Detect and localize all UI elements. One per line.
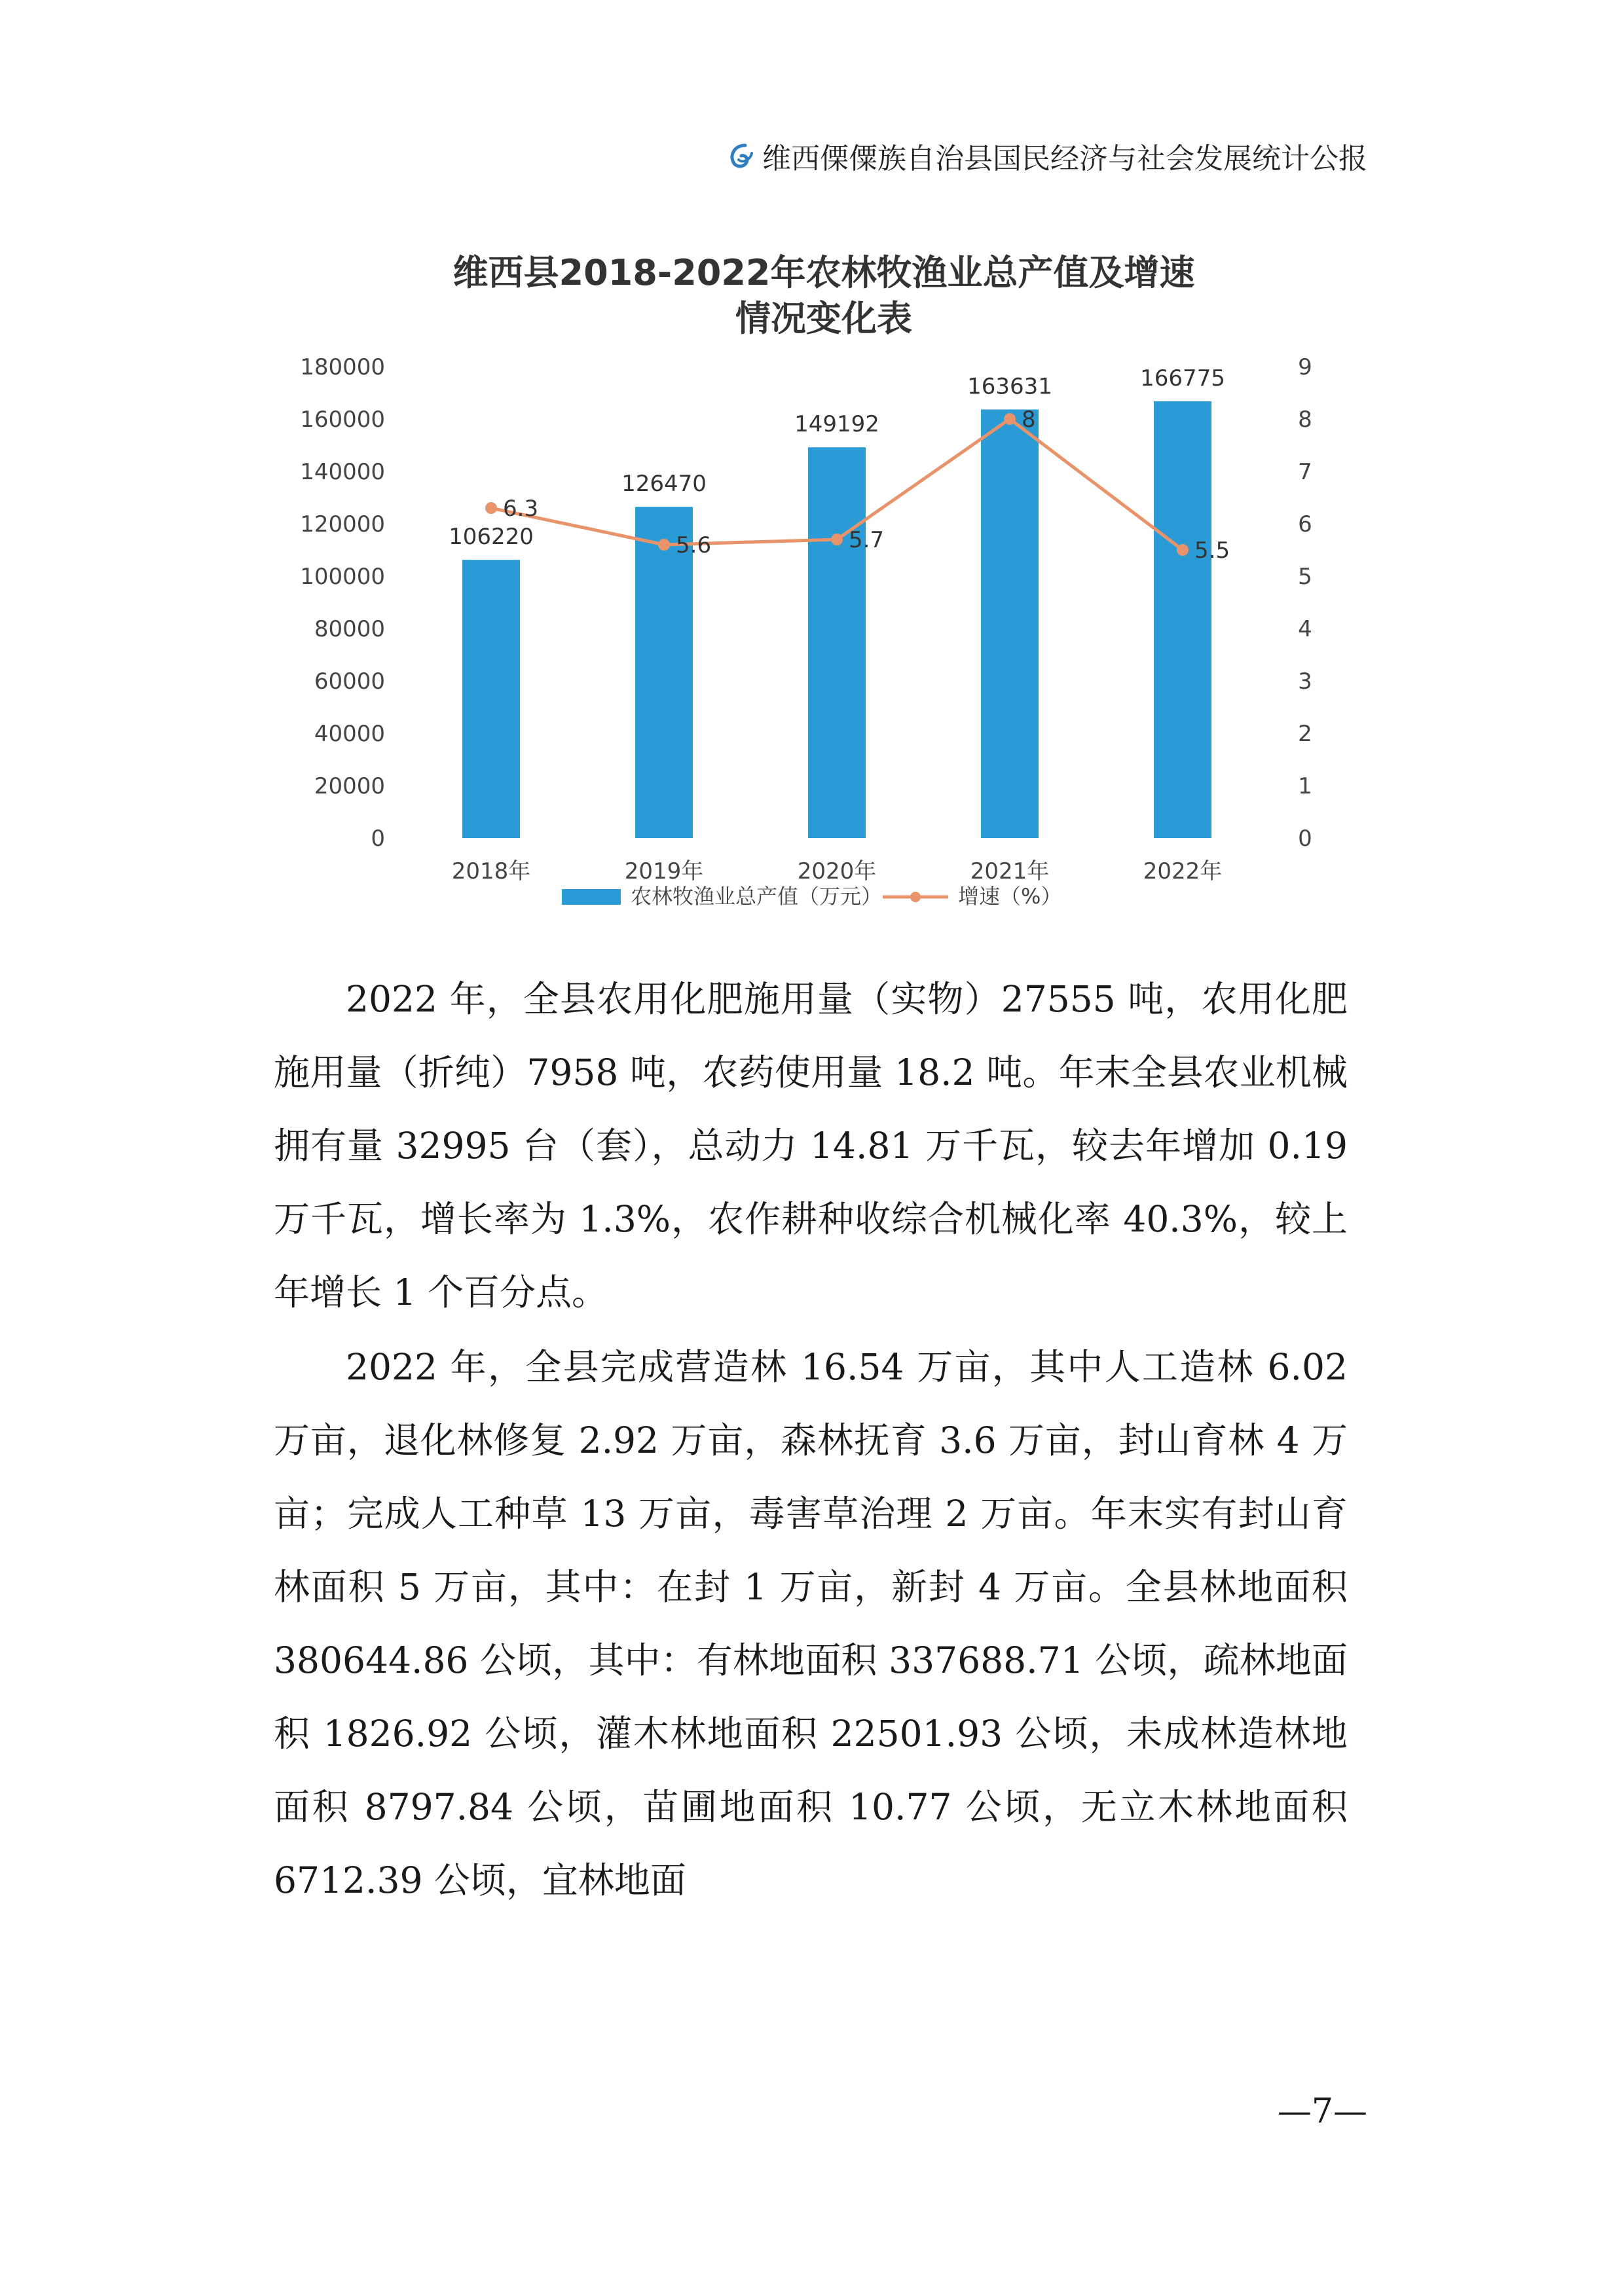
- y-left-tick-label: 0: [371, 826, 385, 852]
- paragraph-fertilizer-machinery: 2022 年，全县农用化肥施用量（实物）27555 吨，农用化肥施用量（折纯）7958 吨，农药使用量 18.2 吨。年末全县农业机械拥有量 32995 台（套），总动力 14.81 万千瓦，较去年增加 0.19 万千瓦，增长率为 1.3%，农作耕种收综合机械化率 40.3%，较上年增长 1 个百分点。: [274, 978, 1348, 1313]
- growth-rate-label: 5.5: [1194, 538, 1230, 564]
- growth-rate-label: 6.3: [503, 496, 539, 522]
- page-header: [726, 135, 1367, 177]
- paragraph-forestry: 2022 年，全县完成营造林 16.54 万亩，其中人工造林 6.02 万亩，退化林修复 2.92 万亩，森林抚育 3.6 万亩，封山育林 4 万亩；完成人工种草 13 万亩，毒害草治理 2 万亩。年末实有封山育林面积 5 万亩，其中：在封 1 万亩，新封 4 万亩。全县林地面积 380644.86 公顷，其中：有林地面积 337688.71 公顷，疏林地面积 1826.92 公顷，灌木林地面积 22501.93 公顷，未成林造林地面积 8797.84 公顷，苗圃地面积 10.77 公顷，无立木林地面积 6712.39 公顷，宜林地面: [274, 1346, 1348, 1901]
- header-title: 维西傈僳族自治县国民经济与社会发展统计公报: [762, 142, 1367, 175]
- y-right-tick-label: 5: [1298, 564, 1312, 590]
- growth-rate-point: [1004, 413, 1016, 425]
- growth-rate-point: [658, 539, 670, 551]
- bar-value-label: 163631: [967, 373, 1052, 400]
- bar-value-label: 106220: [449, 524, 534, 551]
- legend-bar-label: 农林牧渔业总产值（万元）: [631, 884, 883, 909]
- y-left-tick-label: 60000: [314, 668, 385, 695]
- chart-subtitle: 情况变化表: [735, 298, 912, 339]
- y-left-tick-label: 140000: [300, 459, 385, 485]
- bar-value-label: 126470: [621, 471, 707, 498]
- bar: [462, 560, 520, 838]
- growth-rate-label: 8: [1022, 407, 1036, 433]
- bar-value-label: 166775: [1140, 365, 1225, 392]
- swirl-logo-icon: [726, 140, 757, 172]
- x-tick-label: 2018年: [451, 858, 531, 884]
- bar: [1154, 401, 1211, 838]
- y-left-tick-label: 120000: [300, 511, 385, 538]
- bar: [981, 409, 1039, 838]
- page-number: —7—: [1277, 2092, 1367, 2131]
- y-right-tick-label: 3: [1298, 668, 1312, 695]
- y-right-tick-label: 4: [1298, 616, 1312, 642]
- bar: [808, 447, 866, 838]
- legend-line-marker: [910, 892, 921, 902]
- y-right-tick-label: 1: [1298, 773, 1312, 799]
- growth-rate-point: [1177, 544, 1189, 556]
- y-left-tick-label: 40000: [314, 721, 385, 747]
- y-left-tick-label: 80000: [314, 616, 385, 642]
- output-value-chart: [274, 236, 1374, 949]
- y-left-tick-label: 100000: [300, 564, 385, 590]
- x-tick-label: 2020年: [797, 858, 877, 884]
- legend-bar-swatch: [562, 889, 621, 905]
- growth-rate-point: [831, 534, 843, 545]
- y-left-tick-label: 180000: [300, 354, 385, 380]
- growth-rate-point: [485, 502, 497, 514]
- y-right-tick-label: 2: [1298, 721, 1312, 747]
- bar-value-label: 149192: [794, 411, 879, 438]
- y-right-tick-label: 0: [1298, 826, 1312, 852]
- growth-rate-label: 5.7: [849, 527, 885, 553]
- y-right-tick-label: 8: [1298, 407, 1312, 433]
- x-tick-label: 2021年: [970, 858, 1050, 884]
- growth-rate-label: 5.6: [676, 532, 712, 558]
- y-right-tick-label: 7: [1298, 459, 1312, 485]
- y-left-tick-label: 20000: [314, 773, 385, 799]
- y-right-tick-label: 9: [1298, 354, 1312, 380]
- x-tick-label: 2019年: [624, 858, 704, 884]
- y-left-tick-label: 160000: [300, 407, 385, 433]
- chart-title: 维西县2018-2022年农林牧渔业总产值及增速: [452, 252, 1195, 293]
- legend-line-label: 增速（%）: [958, 884, 1062, 909]
- y-right-tick-label: 6: [1298, 511, 1312, 538]
- x-tick-label: 2022年: [1143, 858, 1223, 884]
